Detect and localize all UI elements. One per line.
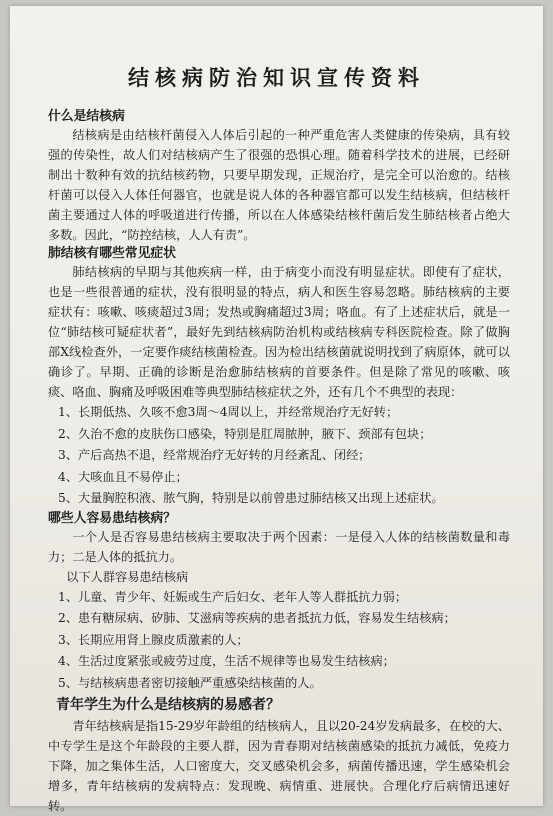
list-item: 3、长期应用肾上腺皮质激素的人； [58,632,249,647]
paragraph: 肺结核病的早期与其他疾病一样，由于病变小而没有明显症状。即使有了症状，也是一些很普通的症状，没有很明显的特点，病人和医生容易忽略。肺结核病的主要症状有：咳嗽、咳痰超过3周；发热或胸痛超过3周；咯血。有了上述症状后，就是一位“肺结核可疑症状者”，最好先到结核病防治机构或结核病专科医院检查。除了做胸部X线检查外，一定要作痰结核菌检查。因为检出结核菌就说明找到了病原体，就可以确诊了。早期、正确的诊断是治愈肺结核病的首要条件。但是除了常见的咳嗽、咳痰、咯血、胸痛及呼吸困难等典型肺结核症状之外，还有几个不典型的表现： [48,265,510,399]
section-symptoms [48,245,510,510]
list-item: 4、生活过度紧张或疲劳过度，生活不规律等也易发生结核病； [58,654,395,668]
section-what-is-tb [48,108,510,245]
document-body [48,108,510,816]
section-heading: 青年学生为什么是结核病的易感者？ [56,697,280,713]
list-item: 4、大咳血且不易停止； [58,469,188,484]
section-heading: 哪些人容易患结核病？ [48,510,176,526]
section-students [48,694,510,816]
symptom-list [48,402,510,510]
section-susceptible [48,510,510,695]
list-item: 1、长期低热、久咳不愈3周～4周以上，并经常规治疗无好转； [58,405,399,419]
list-item: 5、与结核病患者密切接触严重感染结核菌的人。 [58,675,322,690]
list-item: 3、产后高热不退，经常规治疗无好转的月经紊乱、闭经； [58,448,371,462]
paragraph: 青年结核病是指15-29岁年龄组的结核病人，且以20-24岁发病最多，在校的大、中专学生是这个年龄段的主要人群，因为青春期对结核菌感染的抵抗力减低，免疫力下降，加之集体生活，人口密度大，交叉感染机会多，病菌传播迅速，学生感染机会增多，青年结核病的发病特点：发现晚、病情重、进展快。合理化疗后病情迅速好转。 [48,719,510,813]
list-item: 2、患有糖尿病、矽肺、艾滋病等疾病的患者抵抗力低，容易发生结核病； [58,611,456,625]
section-heading: 什么是结核病 [48,109,125,124]
document-title: 结核病防治知识宣传资料 [128,66,425,90]
paragraph: 一个人是否容易患结核病主要取决于两个因素：一是侵入人体的结核菌数量和毒力；二是人体的抵抗力。 [48,529,510,564]
document-page [10,6,543,813]
list-item: 5、大量胸腔积液、脓气胸，特别是以前曾患过肺结核又出现上述症状。 [58,491,444,505]
paragraph: 以下人群容易患结核病 [66,569,189,584]
paragraph: 结核病是由结核杆菌侵入人体后引起的一种严重危害人类健康的传染病，具有较强的传染性，故人们对结核病产生了很强的恐惧心理。随着科学技术的进展，已经研制出十数种有效的抗结核药物，只要早期发现，正规治疗，是完全可以治愈的。结核杆菌可以侵入人体任何器官，也就是说人体的各种器官都可以发生结核病，但结核杆菌主要通过人体的呼吸道进行传播，所以在人体感染结核杆菌后发生肺结核者占绝大多数。因此，“防控结核，人人有责”。 [48,128,510,242]
section-heading: 肺结核有哪些常见症状 [48,246,176,261]
list-item: 2、久治不愈的皮肤伤口感染，特别是肛周脓肿，腋下、颈部有包块； [58,426,432,441]
list-item: 1、儿童、青少年、妊娠或生产后妇女、老年人等人群抵抗力弱； [58,589,408,604]
risk-group-list [48,587,510,695]
